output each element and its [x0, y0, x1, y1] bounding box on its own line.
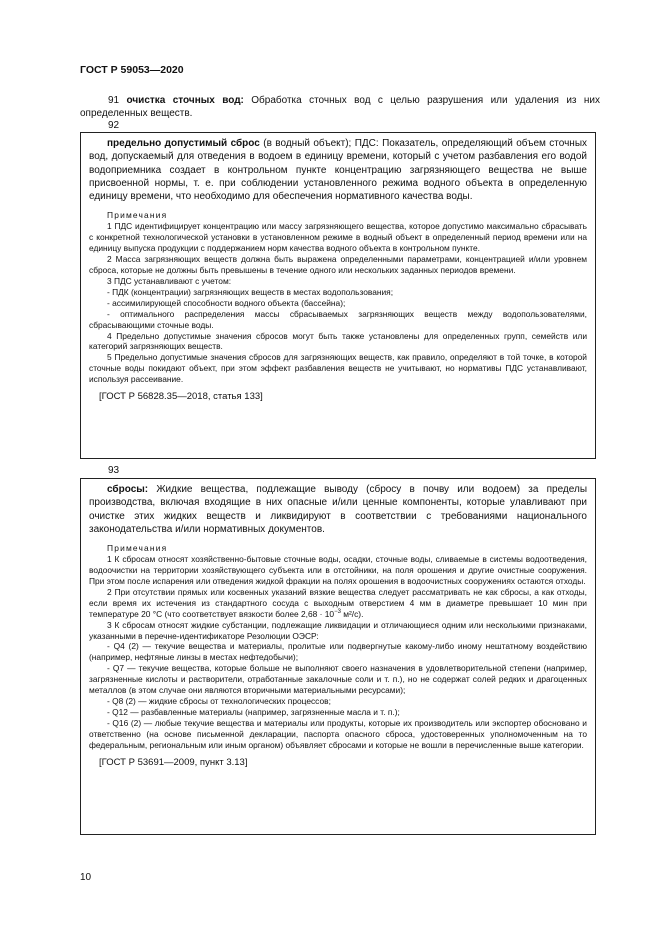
term-92-definition-block: [89, 137, 587, 203]
term-91-definition: Обработка сточных вод с целью разрушения или удаления из них определенных веществ.: [80, 95, 600, 119]
term-93-box: [80, 478, 596, 835]
term-92-note: 1 ПДС идентифицирует концентрацию или массу загрязняющего вещества, которое допустимо максимально сбрасывать с конкретной технологической установки в установленном режиме в водный объект в определенный период времени или на единицу выпуска продукции с поддержанием норм качества водного объекта в контрольном пункте.: [89, 221, 587, 254]
term-93-note-2-text: 2 При отсутствии прямых или косвенных указаний вязкие вещества следует рассматривать не как сбросы, а как отходы, если время их истечения из стандартного сосуда с выходным отверстием 4 мм в диаметре превышает 10 мин при температуре 20 °С (что соответствует вязкости более 2,68 · 10: [89, 586, 587, 619]
page-number: 10: [80, 872, 92, 883]
standard-header: ГОСТ Р 59053—2020: [80, 64, 184, 76]
term-93-note: - Q16 (2) — любые текучие вещества и материалы или продукты, которые их производитель или экспортер обосновано и ответственно (на основе письменной декларации, паспорта опасного сброса, удостоверенных уполномоченным на то федеральным, региональным или иным органом) объявляет сбросами и которые не вошли в перечисленные выше категории.: [89, 717, 587, 750]
term-92-note: 4 Предельно допустимые значения сбросов могут быть также установлены для определенных групп, семейств или категорий загрязняющих веществ.: [89, 330, 587, 352]
term-92-note: - ассимилирующей способности водного объекта (бассейна);: [107, 297, 346, 308]
term-93-note: - Q4 (2) — текучие вещества и материалы, пролитые или подвергнутые какому-либо иному нештатному воздействию (например, нефтяные линзы в местах нефтедобычи);: [89, 641, 587, 663]
term-92-note: - ПДК (концентрации) загрязняющих веществ в местах водопользования;: [107, 286, 394, 297]
term-92-note: - оптимального распределения массы сбрасываемых загрязняющих веществ между водопользователями, сбрасывающими сточные воды.: [89, 308, 587, 330]
term-93-number: 93: [108, 465, 120, 476]
term-91-name: очистка сточных вод:: [126, 95, 244, 106]
term-92-definition: (в водный объект); ПДС: Показатель, определяющий объем сточных вод, допускаемый для отведения в водоем в единицу времени, который с учетом разбавления его водой водоприемника создает в контрольном пункте концентрацию загрязняющего вещества не выше присвоенной нормы, т. е. при соблюдении установленного режима водного объекта в определенную единицу времени, что необходимо для обеспечения нормативного качества воды.: [89, 138, 588, 203]
term-92-notes-title: Примечания: [107, 210, 168, 221]
term-93-definition-block: [89, 483, 587, 536]
term-93-note: - Q8 (2) — жидкие сбросы от технологических процессов;: [107, 695, 331, 706]
term-92-box: [80, 132, 596, 459]
term-93-definition: Жидкие вещества, подлежащие выводу (сбросу в почву или водоем) за пределы производства, включая входящие в них опасные и/или ценные компоненты, которые улавливают при очистке этих жидких веществ и ликвидируют в соответствии с требованиями национального законодательства и/или нормативных документов.: [89, 484, 588, 535]
term-93-note-2-exponent: −3: [334, 608, 341, 615]
term-93-note: - Q7 — текучие вещества, которые больше не выполняют своего назначения в удовлетворительной степени (например, загрязненные кислоты и растворители, отработанные закалочные соли и т. п.), но не содержат солей редких и драгоценных металлов (в этом случае они являются вторичными материальными ресурсами);: [89, 663, 587, 696]
term-91-number: 91: [108, 95, 120, 106]
term-93-note: - Q12 — разбавленные материалы (например, загрязненные масла и т. п.);: [107, 706, 400, 717]
term-93-name: сбросы:: [107, 484, 149, 495]
term-92-reference: [ГОСТ Р 56828.35—2018, статья 133]: [99, 391, 263, 403]
term-91: [80, 94, 600, 120]
term-93-note: [89, 587, 587, 620]
term-92-note: 3 ПДС устанавливают с учетом:: [107, 276, 232, 287]
term-92-note: 2 Масса загрязняющих веществ должна быть выражена определенными параметрами, концентрацией и/или уровнем сброса, которые не должны быть превышены в течение одного или нескольких заданных периодов времени.: [89, 254, 587, 276]
term-93-note: 3 К сбросам относят жидкие субстанции, подлежащие ликвидации и отличающиеся одним или несколькими признаками, указанными в перечне-идентификаторе Резолюции ОЭСР:: [89, 619, 587, 641]
term-92-name: предельно допустимый сброс: [107, 138, 260, 149]
term-93-note-2-tail: м²/с).: [340, 608, 364, 619]
term-92-note: 5 Предельно допустимые значения сбросов для загрязняющих веществ, как правило, определяют в той точке, в которой сточные воды покидают объект, при этом эффект разбавления веществ не учитывают, но нормативы ПДС устанавливают, используя рассеивание.: [89, 352, 587, 385]
term-92-number: 92: [108, 120, 120, 131]
term-93-note: 1 К сбросам относят хозяйственно-бытовые сточные воды, осадки, сточные воды, сливаемые в системы водоотведения, водоочистки на территории хозяйствующего субъекта или в отстойники, на поля орошения и другие очистные сооружения. При этом после испарения или отведения жидкой фракции на полях орошения в водоочистных сооружениях остаются отходы.: [89, 554, 587, 586]
term-93-reference: [ГОСТ Р 53691—2009, пункт 3.13]: [99, 756, 248, 768]
term-93-notes-title: Примечания: [107, 543, 168, 554]
